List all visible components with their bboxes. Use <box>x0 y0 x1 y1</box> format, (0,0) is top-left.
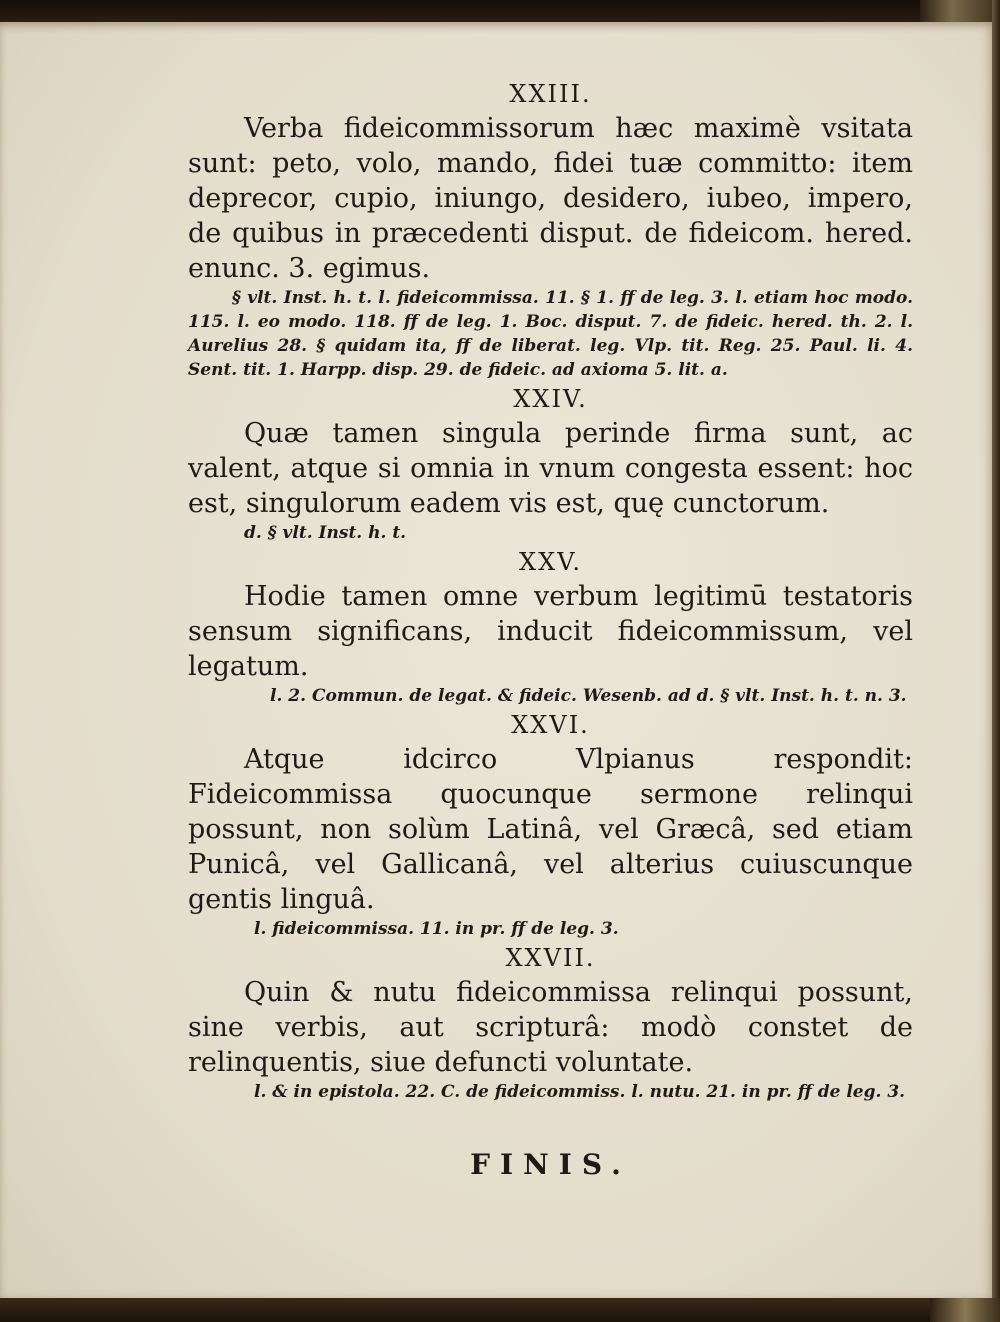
finis-label: FINIS. <box>470 1148 631 1181</box>
section-paragraph: Quin & nutu fideicommissa relinqui possunt, sine verbis, aut scripturâ: modò constet de relinquentis, siue defuncti voluntate. <box>188 977 913 1078</box>
section-paragraph: Verba fideicommissorum hæc maximè vsitata sunt: peto, volo, mando, fidei tuæ committo: item deprecor, cupio, iniungo, desidero, iubeo, impero, de quibus in præcedenti disput. de fideicom. hered. enunc. 3. egimus. <box>188 113 913 284</box>
section-paragraph: Hodie tamen omne verbum legitimū testatoris sensum significans, inducit fideicommissum, vel legatum. <box>188 581 913 682</box>
scan-right-edge <box>992 0 1000 1322</box>
section-paragraph: Quæ tamen singula perinde firma sunt, ac valent, atque si omnia in vnum congesta essent: hoc est, singulorum eadem vis est, quę cunctorum. <box>188 418 913 519</box>
section-reference: l. 2. Commun. de legat. & fideic. Wesenb. ad d. § vlt. Inst. h. t. n. 3. <box>270 686 907 706</box>
scan-top-edge <box>0 0 1000 24</box>
section-xxvii <box>188 941 913 1104</box>
section-reference: l. & in epistola. 22. C. de fideicommiss. l. nutu. 21. in pr. ff de leg. 3. <box>254 1082 906 1102</box>
page-text <box>188 77 913 1209</box>
section-reference: § vlt. Inst. h. t. l. fideicommissa. 11. § 1. ff de leg. 3. l. etiam hoc modo. 115. l. eo modo. 118. ff de leg. 1. Boc. disput. 7. de fideic. hered. th. 2. l. Aurelius 28. § quidam ita, ff de liberat. leg. Vlp. tit. Reg. 25. Paul. li. 4. Sent. tit. 1. Harpp. disp. 29. de fideic. ad axioma 5. lit. a. <box>188 288 913 380</box>
section-heading: XXVI. <box>511 711 590 739</box>
section-xxiv <box>188 382 913 545</box>
section-xxvi <box>188 708 913 941</box>
section-heading: XXIV. <box>513 385 588 413</box>
section-heading: XXV. <box>519 548 582 576</box>
section-reference: d. § vlt. Inst. h. t. <box>244 523 407 543</box>
section-heading: XXIII. <box>509 80 592 108</box>
section-heading: XXVII. <box>505 944 596 972</box>
section-reference: l. fideicommissa. 11. in pr. ff de leg. 3. <box>254 919 619 939</box>
scan-corner-top <box>920 0 1000 24</box>
book-page <box>0 22 995 1300</box>
section-paragraph: Atque idcirco Vlpianus respondit: Fideicommissa quocunque sermone relinqui possunt, non solùm Latinâ, vel Græcâ, sed etiam Punicâ, vel Gallicanâ, vel alterius cuiuscunque gentis linguâ. <box>188 744 913 915</box>
section-xxv <box>188 545 913 708</box>
scan-corner-bottom <box>930 1298 1000 1322</box>
scan-bottom-edge <box>0 1298 1000 1322</box>
section-xxiii <box>188 77 913 382</box>
